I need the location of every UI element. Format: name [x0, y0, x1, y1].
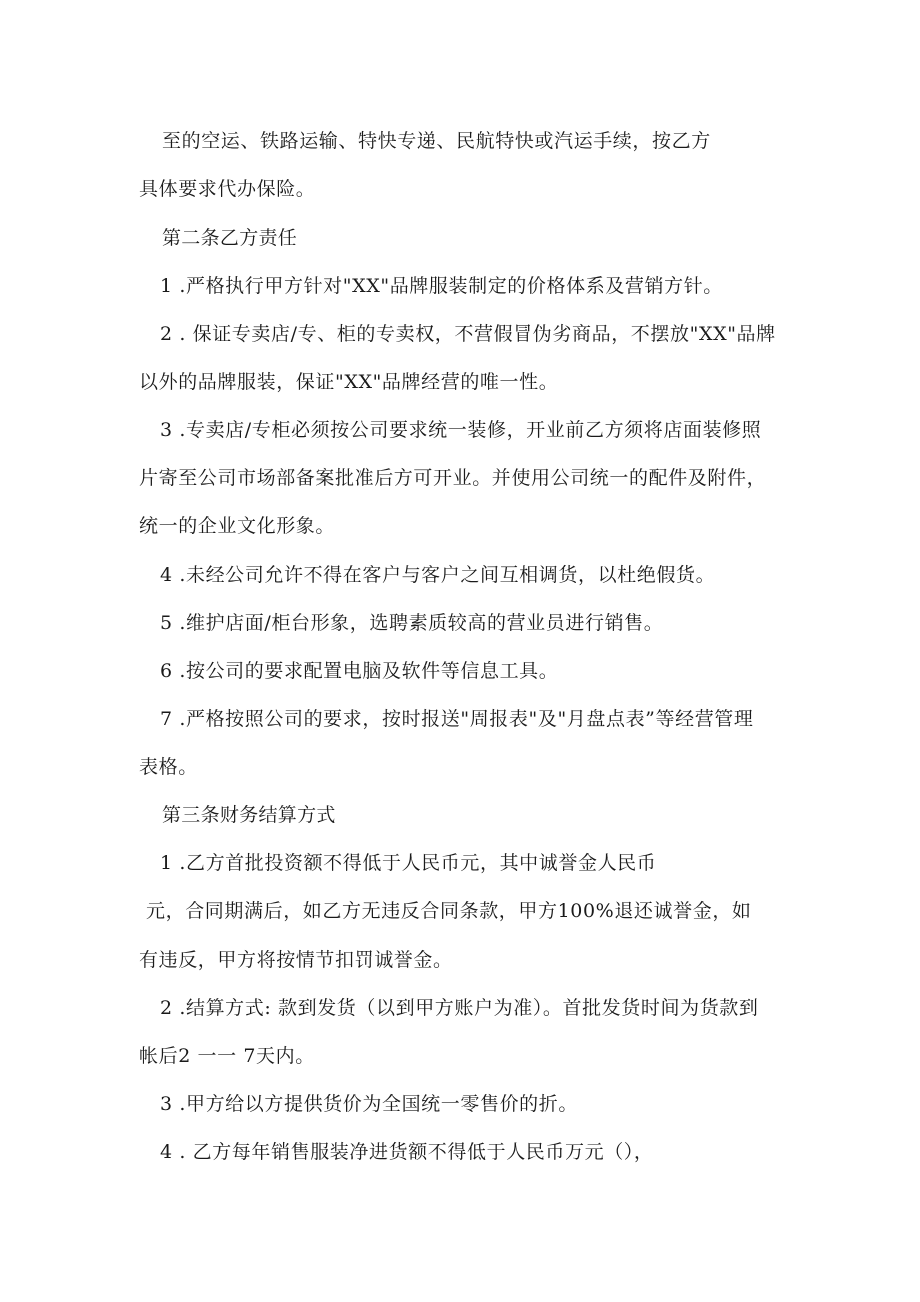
section-heading: 第三条财务结算方式	[162, 804, 336, 826]
paragraph-line: 具体要求代办保险。	[139, 178, 316, 200]
paragraph-line: 元，合同期满后，如乙方无违反合同条款，甲方100%退还诚誉金，如	[146, 900, 752, 922]
list-item: 3 .专卖店/专柜必须按公司要求统一装修，开业前乙方须将店面装修照	[160, 419, 762, 441]
list-item: 6 .按公司的要求配置电脑及软件等信息工具。	[160, 660, 559, 682]
list-item: 2 . 保证专卖店/专、柜的专卖权，不营假冒伪劣商品，不摆放"XX"品牌	[160, 323, 776, 345]
paragraph-line: 至的空运、铁路运输、特快专递、民航特快或汽运手续，按乙方	[162, 130, 711, 152]
list-item: 3 .甲方给以方提供货价为全国统一零售价的折。	[160, 1093, 578, 1115]
list-item: 5 .维护店面/柜台形象，选聘素质较高的营业员进行销售。	[160, 612, 664, 634]
paragraph-line: 片寄至公司市场部备案批准后方可开业。并使用公司统一的配件及附件，	[139, 467, 767, 489]
list-item: 7 .严格按照公司的要求，按时报送"周报表"及"月盘点表”等经营管理	[160, 708, 754, 730]
list-item: 2 .结算方式: 款到发货（以到甲方账户为准）。首批发货时间为货款到	[160, 997, 759, 1019]
section-heading: 第二条乙方责任	[162, 227, 298, 249]
paragraph-line: 表格。	[139, 756, 198, 778]
paragraph-line: 以外的品牌服装，保证"XX"品牌经营的唯一性。	[139, 371, 559, 393]
paragraph-line: 有违反，甲方将按情节扣罚诚誉金。	[139, 949, 453, 971]
list-item: 1 .严格执行甲方针对"XX"品牌服装制定的价格体系及营销方针。	[160, 275, 723, 297]
paragraph-line: 统一的企业文化形象。	[139, 515, 336, 537]
paragraph-line: 帐后2 一一 7天内。	[139, 1045, 315, 1067]
list-item: 1 .乙方首批投资额不得低于人民币元，其中诚誉金人民币	[160, 852, 657, 874]
list-item: 4 .未经公司允许不得在客户与客户之间互相调货，以杜绝假货。	[160, 564, 716, 586]
list-item: 4 . 乙方每年销售服装净进货额不得低于人民币万元（），	[160, 1141, 654, 1163]
